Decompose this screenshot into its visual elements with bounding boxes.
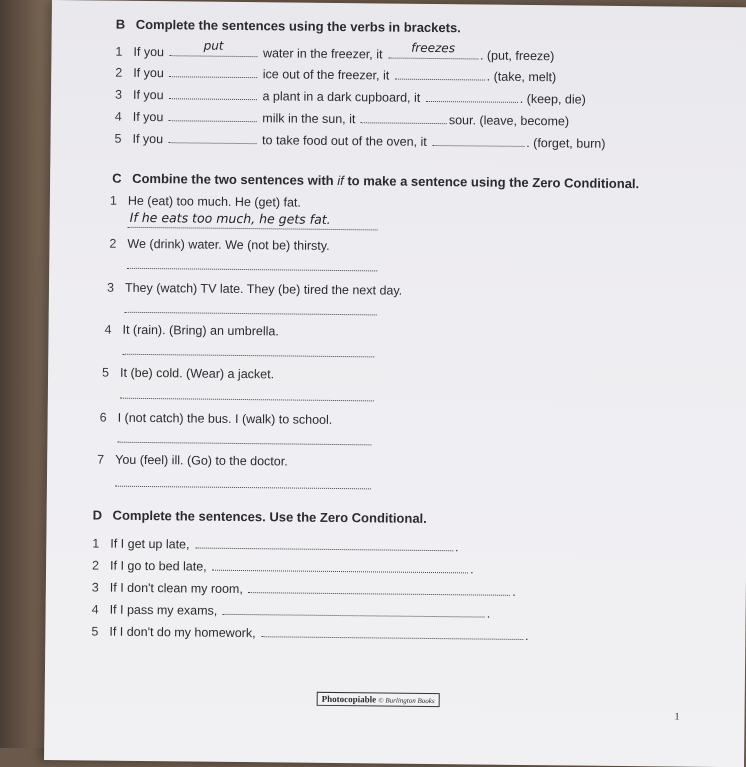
section-c-item-3: 3 They (watch) TV late. They (be) tired the next day.	[106, 280, 403, 298]
answer-blank[interactable]	[261, 624, 523, 640]
answer-blank[interactable]	[426, 89, 518, 103]
answer-line[interactable]	[117, 441, 371, 446]
answer-line[interactable]	[125, 311, 377, 316]
section-d-item-4: 4 If I pass my exams, .	[91, 602, 491, 621]
answer-line[interactable]	[122, 353, 374, 358]
answer-line[interactable]	[115, 485, 371, 490]
section-b-item-5: 5 If you to take food out of the oven, it . (forget, burn)	[114, 131, 606, 151]
section-d-item-2: 2 If I go to bed late, .	[92, 558, 474, 577]
answer-blank[interactable]: freezes	[388, 46, 478, 60]
answer-blank[interactable]	[169, 64, 257, 78]
section-b-item-2: 2 If you ice out of the freezer, it . (take, melt)	[115, 65, 557, 85]
answer-blank[interactable]	[169, 108, 257, 122]
answer-blank[interactable]	[223, 602, 485, 618]
section-c-item-7: 7 You (feel) ill. (Go) to the doctor.	[97, 452, 288, 469]
answer-blank[interactable]	[195, 536, 453, 552]
section-b-item-4: 4 If you milk in the sun, it sour. (leave, become)	[114, 109, 570, 129]
page-number: 1	[674, 711, 680, 723]
section-d-item-5: 5 If I don't do my homework, .	[91, 624, 529, 644]
worksheet-page	[44, 0, 746, 767]
section-c-item-5: 5 It (be) cold. (Wear) a jacket.	[102, 365, 275, 382]
photocopiable-footer: Photocopiable © Burlington Books	[317, 692, 440, 707]
answer-blank[interactable]	[212, 558, 468, 574]
answer-blank[interactable]	[361, 110, 447, 124]
section-b-item-3: 3 If you a plant in a dark cupboard, it . (keep, die)	[114, 87, 586, 107]
handwritten-answer: If he eats too much, he gets fat.	[129, 209, 331, 227]
section-d-heading: D Complete the sentences. Use the Zero Conditional.	[92, 507, 427, 526]
answer-line[interactable]	[120, 397, 374, 402]
section-d-item-1: 1 If I get up late, .	[92, 536, 459, 555]
answer-blank[interactable]	[248, 580, 510, 596]
answer-line[interactable]	[127, 267, 377, 272]
answer-line[interactable]	[128, 226, 378, 231]
answer-blank[interactable]: put	[169, 43, 257, 57]
section-c-item-4: 4 It (rain). (Bring) an umbrella.	[104, 322, 279, 339]
section-d-item-3: 3 If I don't clean my room, .	[91, 580, 516, 599]
section-c-item-1: 1 He (eat) too much. He (get) fat.	[109, 193, 301, 210]
answer-blank[interactable]	[169, 86, 257, 100]
answer-blank[interactable]	[169, 130, 257, 144]
section-b-item-1: 1 If you put water in the freezer, it freezes . (put, freeze)	[115, 38, 555, 64]
section-c-item-6: 6 I (not catch) the bus. I (walk) to school.	[99, 410, 333, 427]
answer-blank[interactable]	[432, 133, 524, 147]
section-c-heading: C Combine the two sentences with if to make a sentence using the Zero Conditional.	[112, 170, 640, 192]
section-b-heading: B Complete the sentences using the verbs in brackets.	[115, 16, 461, 36]
section-c-item-2: 2 We (drink) water. We (not be) thirsty.	[109, 236, 330, 253]
answer-blank[interactable]	[395, 67, 485, 81]
